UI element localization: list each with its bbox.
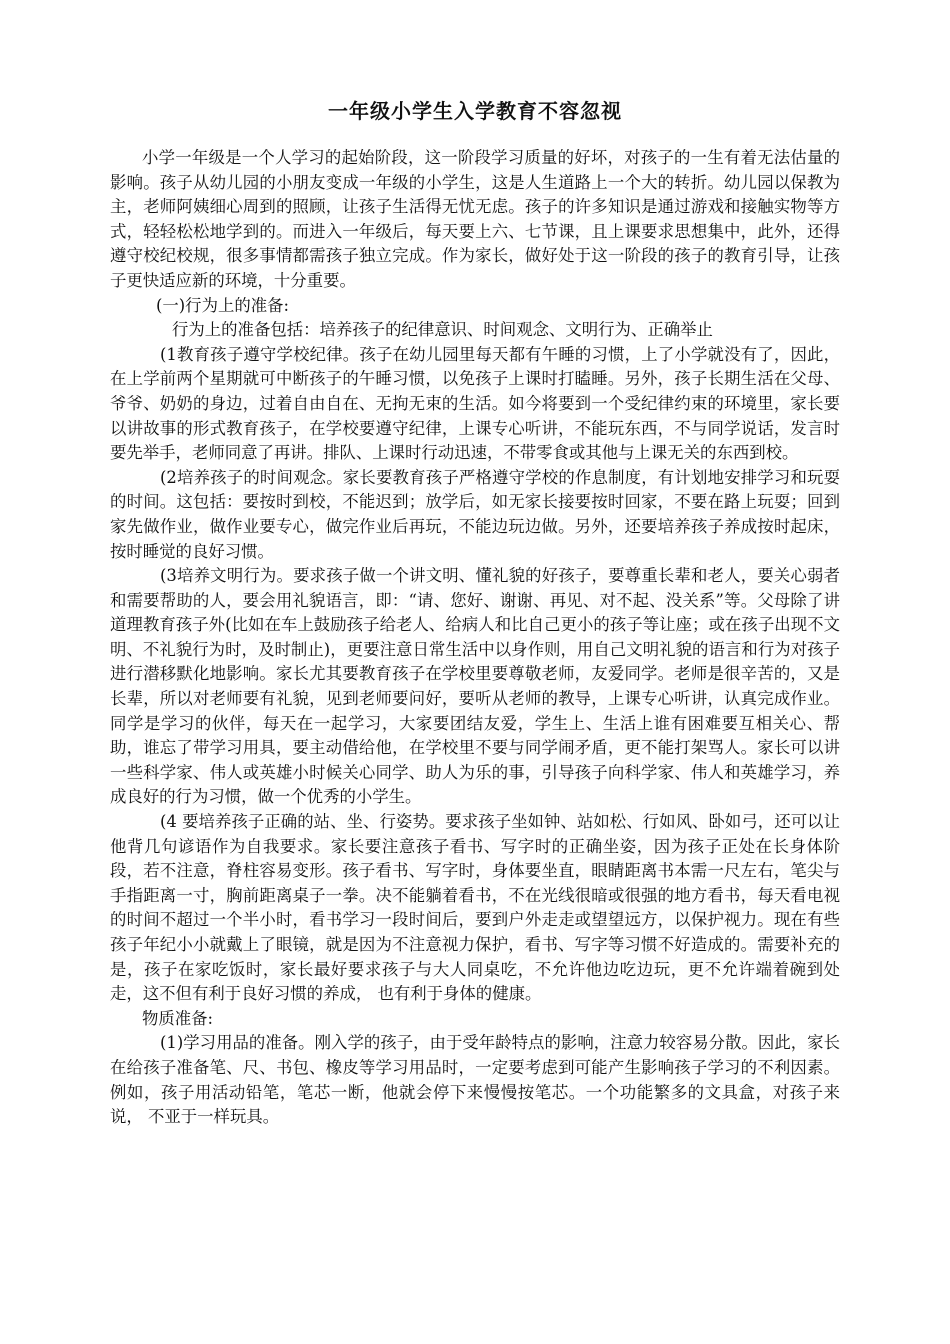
item-posture: (4 要培养孩子正确的站、坐、行姿势。要求孩子坐如钟、站如松、行如风、卧如弓，还可以让他背几句谚语作为自我要求。家长要注意孩子看书、写字时的正确坐姿，因为孩子正处在长身体阶段，若不注意，脊柱容易变形。孩子看书、写字时，身体要坐直，眼睛距离书本需一尺左右，笔尖与手指距离一寸，胸前距离桌子一拳。决不能躺着看书，不在光线很暗或很强的地方看书，每天看电视的时间不超过一个半小时，看书学习一段时间后，要到户外走走或望望远方，以保护视力。现在有些孩子年纪小小就戴上了眼镜，就是因为不注意视力保护，看书、写字等习惯不好造成的。需要补充的是，孩子在家吃饭时，家长最好要求孩子与大人同桌吃，不允许他边吃边玩，更不允许端着碗到处走，这不但有利于良好习惯的养成， 也有利于身体的健康。 [110, 812, 840, 1004]
document-title: 一年级小学生入学教育不容忽视 [328, 99, 622, 123]
item-study-supplies: (1)学习用品的准备。刚入学的孩子，由于受年龄特点的影响，注意力较容易分散。因此，家长在给孩子准备笔、尺、书包、橡皮等学习用品时，一定要考虑到可能产生影响孩子学习的不利因素。例如，孩子用活动铅笔，笔芯一断，他就会停下来慢慢按笔芯。一个功能繁多的文具盒，对孩子来说， 不亚于一样玩具。 [110, 1033, 840, 1127]
item-civilized-behavior: (3培养文明行为。要求孩子做一个讲文明、懂礼貌的好孩子，要尊重长辈和老人，要关心弱者和需要帮助的人，要会用礼貌语言，即：“请、您好、谢谢、再见、对不起、没关系”等。父母除了讲道理教育孩子外(比如在车上鼓励孩子给老人、给病人和比自己更小的孩子等让座；或在孩子出现不文明、不礼貌行为时，及时制止)，更要注意日常生活中以身作则，用自己文明礼貌的语言和行为对孩子进行潜移默化地影响。家长尤其要教育孩子在学校里要尊敬老师，友爱同学。老师是很辛苦的，又是长辈，所以对老师要有礼貌，见到老师要问好，要听从老师的教导，上课专心听讲，认真完成作业。同学是学习的伙伴，每天在一起学习，大家要团结友爱，学生上、生活上谁有困难要互相关心、帮助，谁忘了带学习用具，要主动借给他，在学校里不要与同学闹矛盾，更不能打架骂人。家长可以讲一些科学家、伟人或英雄小时候关心同学、助人为乐的事，引导孩子向科学家、伟人和英雄学习，养成良好的行为习惯，做一个优秀的小学生。 [110, 566, 840, 807]
item-discipline: (1教育孩子遵守学校纪律。孩子在幼儿园里每天都有午睡的习惯，上了小学就没有了，因此，在上学前两个星期就可中断孩子的午睡习惯，以免孩子上课时打瞌睡。另外，孩子长期生活在父母、爷爷、奶奶的身边，过着自由自在、无拘无束的生活。如今将要到一个受纪律约束的环境里，家长要以讲故事的形式教育孩子，在学校要遵守纪律，上课专心听讲，不能玩东西，不与同学说话，发言时要先举手，老师同意了再讲。排队、上课时行动迅速，不带零食或其他与上课无关的东西到校。 [110, 344, 840, 463]
section-heading-material: 物质准备: [142, 1008, 214, 1028]
document-body [110, 146, 840, 1130]
intro-paragraph: 小学一年级是一个人学习的起始阶段，这一阶段学习质量的好坏，对孩子的一生有着无法估量的影响。孩子从幼儿园的小朋友变成一年级的小学生，这是人生道路上一个大的转折。幼儿园以保教为主，老师阿姨细心周到的照顾，让孩子生活得无忧无虑。孩子的许多知识是通过游戏和接触实物等方式，轻轻松松地学到的。而进入一年级后，每天要上六、七节课，且上课要求思想集中，此外，还得遵守校纪校规，很多事情都需孩子独立完成。作为家长，做好处于这一阶段的孩子的教育引导，让孩子更快适应新的环境，十分重要。 [110, 148, 840, 290]
behavior-summary: 行为上的准备包括：培养孩子的纪律意识、时间观念、文明行为、正确举止 [172, 320, 713, 340]
item-time-concept: (2培养孩子的时间观念。家长要教育孩子严格遵守学校的作息制度，有计划地安排学习和玩耍的时间。这包括：要按时到校，不能迟到；放学后，如无家长接要按时回家，不要在路上玩耍；回到家先做作业，做作业要专心，做完作业后再玩，不能边玩边做。另外，还要培养孩子养成按时起床，按时睡觉的良好习惯。 [110, 467, 840, 561]
section-heading-behavior: (一)行为上的准备: [156, 295, 290, 315]
